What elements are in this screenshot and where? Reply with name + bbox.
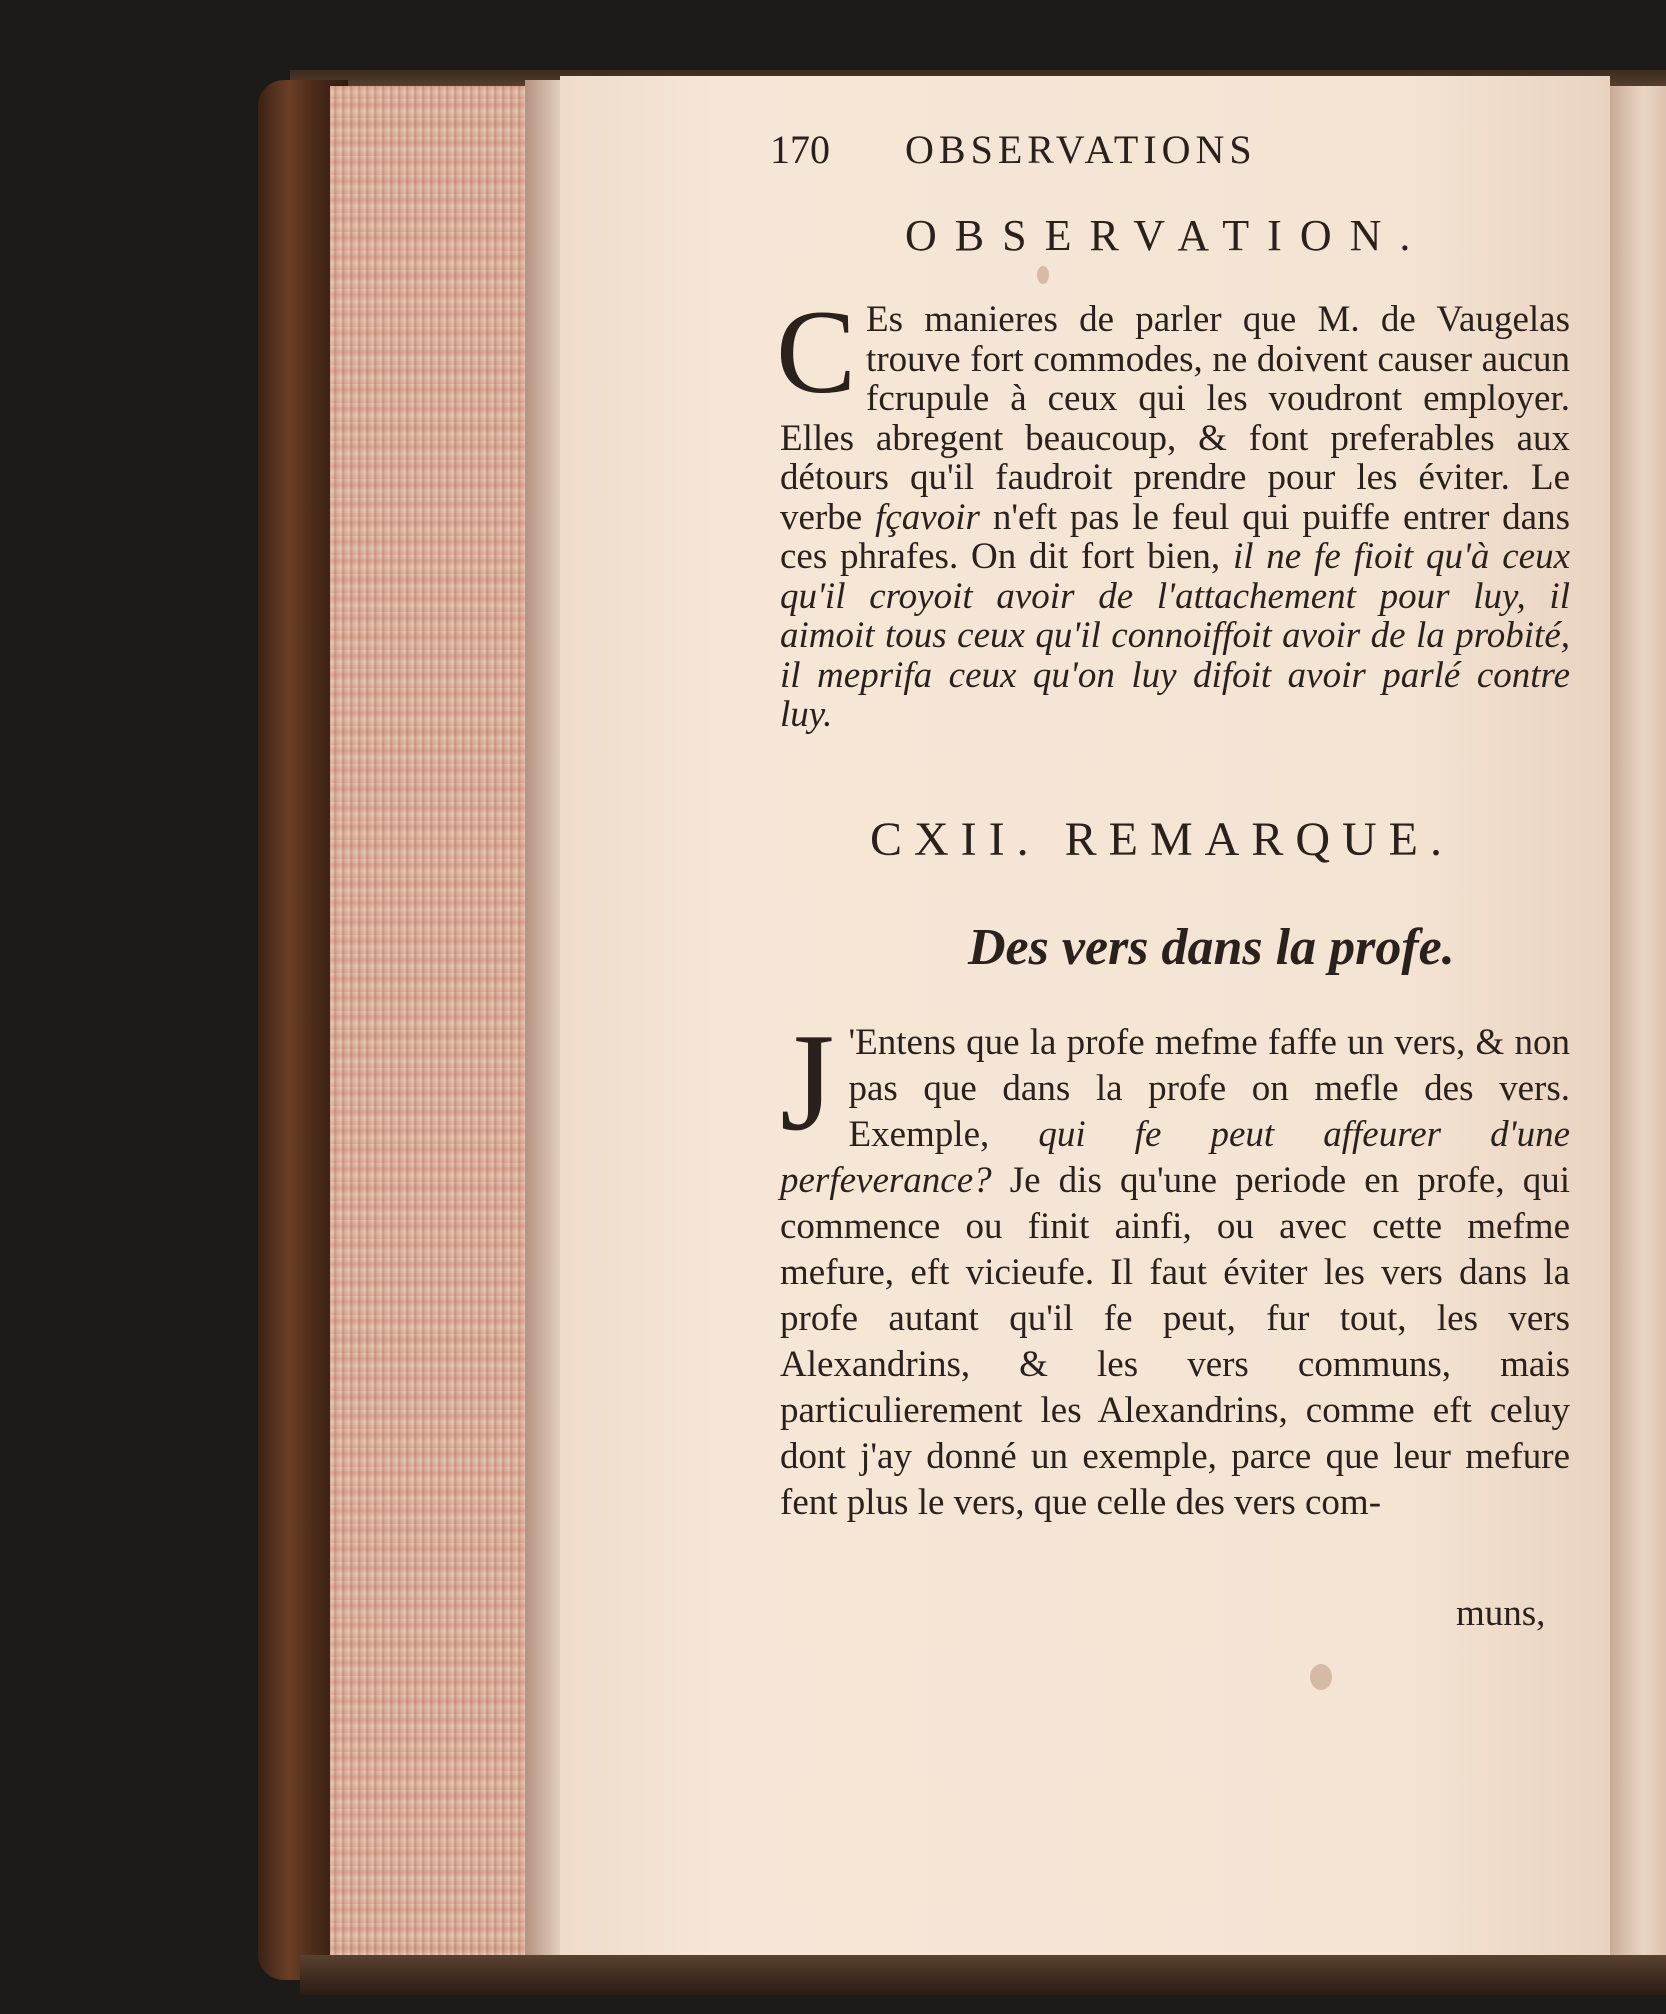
remarque-italic-example: qui fe peut affeurer d'une perfeverance? — [780, 1114, 1570, 1201]
page-number: 170 — [770, 127, 830, 172]
observation-dropcap: C — [776, 285, 857, 418]
remarque-subtitle: Des vers dans la profe. — [968, 919, 1455, 976]
remarque-dropcap: J — [780, 1005, 835, 1160]
observation-italic-examples: il ne fe fioit qu'à ceux qu'il croyoit avoir de l'attachement pour luy, il aimoit tous ceux qu'il connoiffoit avoir de la probité, il meprifa ceux qu'on luy difoit avoir parlé contre luy. — [780, 536, 1570, 735]
observation-heading: OBSERVATION. — [905, 211, 1429, 260]
remarque-text-2: Je dis qu'une periode en profe, qui commence ou finit ainfi, ou avec cette mefme mefure, eft vicieufe. Il faut éviter les vers dans la profe autant qu'il fe peut, fur tout, les vers Alexandrins, & les vers communs, mais particulierement les Alexandrins, comme eft celuy dont j'ay donné un exemple, parce que leur mefure fent plus le vers, que celle des vers com- — [780, 1160, 1570, 1523]
paper-stain — [1310, 1664, 1332, 1690]
page-edges — [330, 86, 530, 1961]
page-gutter — [525, 80, 565, 1960]
remarque-paragraph — [780, 1005, 1570, 1526]
running-title: OBSERVATIONS — [905, 127, 1257, 172]
observation-paragraph — [776, 285, 1571, 735]
catchword: muns, — [1456, 1593, 1546, 1634]
remarque-heading: CXII. REMARQUE. — [870, 813, 1454, 866]
paper-stain — [1037, 266, 1049, 284]
book-cover-bottom — [300, 1955, 1666, 1995]
observation-text-2: n'eft pas le feul qui puiffe entrer dans ces phrafes. On dit fort bien, — [780, 496, 1571, 577]
observation-italic-word: fçavoir — [875, 496, 980, 538]
facing-page-edge — [1610, 86, 1666, 1956]
observation-text: Es manieres de parler que M. de Vaugelas trouve fort commodes, ne doivent causer aucun fcrupule à ceux qui les voudront employer. Elles abregent beaucoup, & font preferables aux détours qu'il faudroit prendre pour les éviter. Le verbe — [780, 299, 1570, 538]
remarque-text: 'Entens que la profe mefme faffe un vers, & non pas que dans la profe on mefle des vers. Exemple, — [848, 1022, 1570, 1155]
